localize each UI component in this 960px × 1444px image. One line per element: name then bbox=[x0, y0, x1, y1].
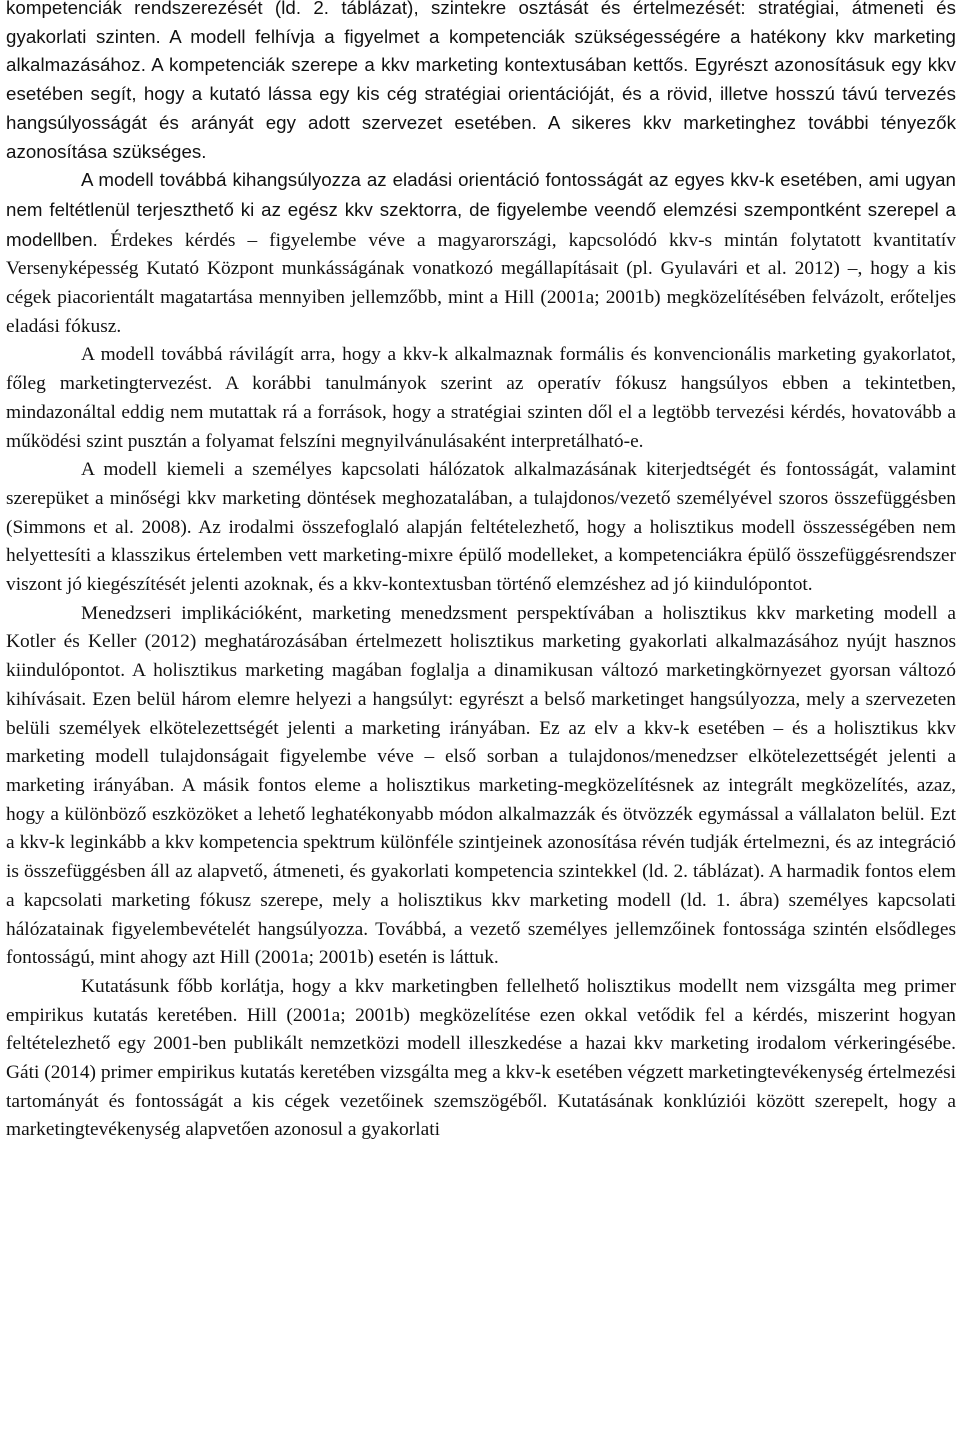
paragraph-text: Menedzseri implikációként, marketing menedzsment perspektívában a holisztikus kkv marketing modell a Kotler és Keller (2012) meghatározásában értelmezett holisztikus marketing gyakorlati alkalmazásához nyújt hasznos kiindulópontot. A holisztikus marketing magában foglalja a dinamikusan változó marketingkörnyezet gyorsan változó kihívásait. Ezen belül három elemre helyezi a hangsúlyt: egyrészt a belső marketinget hangsúlyozza, mely a szervezeten belüli személyek elkötelezettségét jelenti a marketing irányában. Ez az elv a kkv-k esetében – és a holisztikus kkv marketing modell tulajdonságait figyelembe véve – első sorban a tulajdonos/menedzser elkötelezettségét jelenti a marketing irányában. A másik fontos eleme a holisztikus marketing-megközelítésnek az integrált megközelítés, azaz, hogy a különböző eszközöket a lehető leghatékonyabb módon alkalmazzák és ötvözzék egymással a vállalaton belül. Ezt a kkv-k leginkább a kkv kompetencia spektrum különféle szintjeinek azonosítása révén tudják értelmezni, és az integráció is összefüggésben áll az alapvető, átmeneti, és gyakorlati kompetencia szintekkel (ld. 2. táblázat). A harmadik fontos elem a kapcsolati marketing fókusz szerepe, mely a holisztikus kkv marketing modell (ld. 1. ábra) személyes kapcsolati hálózatainak figyelembevételét hangsúlyozza. Továbbá, a vezető személyes jellemzőinek fontossága szintén elsődleges fontosságú, mint ahogy azt Hill (2001a; 2001b) esetén is láttuk. bbox=[6, 602, 956, 969]
document-page bbox=[6, 0, 956, 1145]
paragraph-competencies bbox=[6, 0, 956, 166]
paragraph-text: Érdekes kérdés – figyelembe véve a magyarországi, kapcsolódó kkv-s mintán folytatott kvantitatív Versenyképesség Kutató Központ munkásságának vonatkozó megállapításait (pl. Gyulavári et al. 2012) –, hogy a kis cégek piacorientált magatartása mennyiben jellemzőbb, mint a Hill (2001a; 2001b) megközelítésében felvázolt, erőteljes eladási fókusz. bbox=[6, 229, 956, 337]
paragraph-text: A modell továbbá rávilágít arra, hogy a kkv-k alkalmaznak formális és konvencionális marketing gyakorlatot, főleg marketingtervezést. A korábbi tanulmányok szerint az operatív fókusz hangsúlyos ebben a tekintetben, mindazonáltal eddig nem mutattak rá a források, hogy a stratégiai szinten dől el a legtöbb tervezési kérdés, hovatovább a működési szint pusztán a folyamat felszíni megnyilvánulásaként interpretálható-e. bbox=[6, 344, 956, 452]
paragraph-sales-orientation bbox=[6, 166, 956, 341]
paragraph-text: Kutatásunk főbb korlátja, hogy a kkv marketingben fellelhető holisztikus modellt nem vizsgálta meg primer empirikus kutatás keretében. Hill (2001a; 2001b) megközelítése ezen okkal vetődik fel a kérdés, miszerint hogyan feltételezhető egy 2001-ben publikált nemzetközi modell illeszkedése a hazai kkv marketing irodalom vérkeringésébe. Gáti (2014) primer empirikus kutatás keretében vizsgálta meg a kkv-k esetében végzett marketingtevékenység értelmezési tartományát és fontosságát a kis cégek vezetőinek szemszögéből. Kutatásának konklúziói között szerepelt, hogy a marketingtevékenység alapvetően azonosul a gyakorlati bbox=[6, 975, 956, 1141]
paragraph-text: kompetenciák rendszerezését (ld. 2. táblázat), szintekre osztását és értelmezését: stratégiai, átmeneti és gyakorlati szinten. A modell felhívja a figyelmet a kompetenciák szükségességére a hatékony kkv marketing alkalmazásához. A kompetenciák szerepe a kkv marketing kontextusában kettős. Egyrészt azonosításuk egy kkv esetében segít, hogy a kutató lássa egy kis cég stratégiai orientációját, és a rövid, illetve hosszú távú tervezés hangsúlyosságát és arányát egy adott szervezet esetében. A sikeres kkv marketinghez további tényezők azonosítása szükséges. bbox=[6, 0, 956, 162]
paragraph-managerial-implications bbox=[6, 600, 956, 973]
paragraph-text: A modell kiemeli a személyes kapcsolati hálózatok alkalmazásának kiterjedtségét és fontosságát, valamint szerepüket a minőségi kkv marketing döntések meghozatalában, a tulajdonos/vezető személyével szoros összefüggésben (Simmons et al. 2008). Az irodalmi összefoglaló alapján feltételezhető, hogy a holisztikus modell összességében nem helyettesíti a klasszikus értelemben vett marketing-mixre épülő modelleket, a kompetenciákra épülő összefüggésrendszer viszont jó kiegészítését jelenti azoknak, és a kkv-kontextusban történő elemzéshez ad jó kiindulópontot. bbox=[6, 459, 956, 596]
paragraph-marketing-planning bbox=[6, 341, 956, 456]
paragraph-personal-networks bbox=[6, 456, 956, 600]
paragraph-research-limitations bbox=[6, 973, 956, 1145]
paragraph-text: A modell továbbá kihangsúlyozza az eladási orientáció fontosságát az egyes kkv-k esetében, ami ugyan nem feltétlenül terjeszthető ki az egész kkv szektorra, de figyelembe veendő elemzési szempontként szerepel a modellben. bbox=[6, 169, 956, 250]
